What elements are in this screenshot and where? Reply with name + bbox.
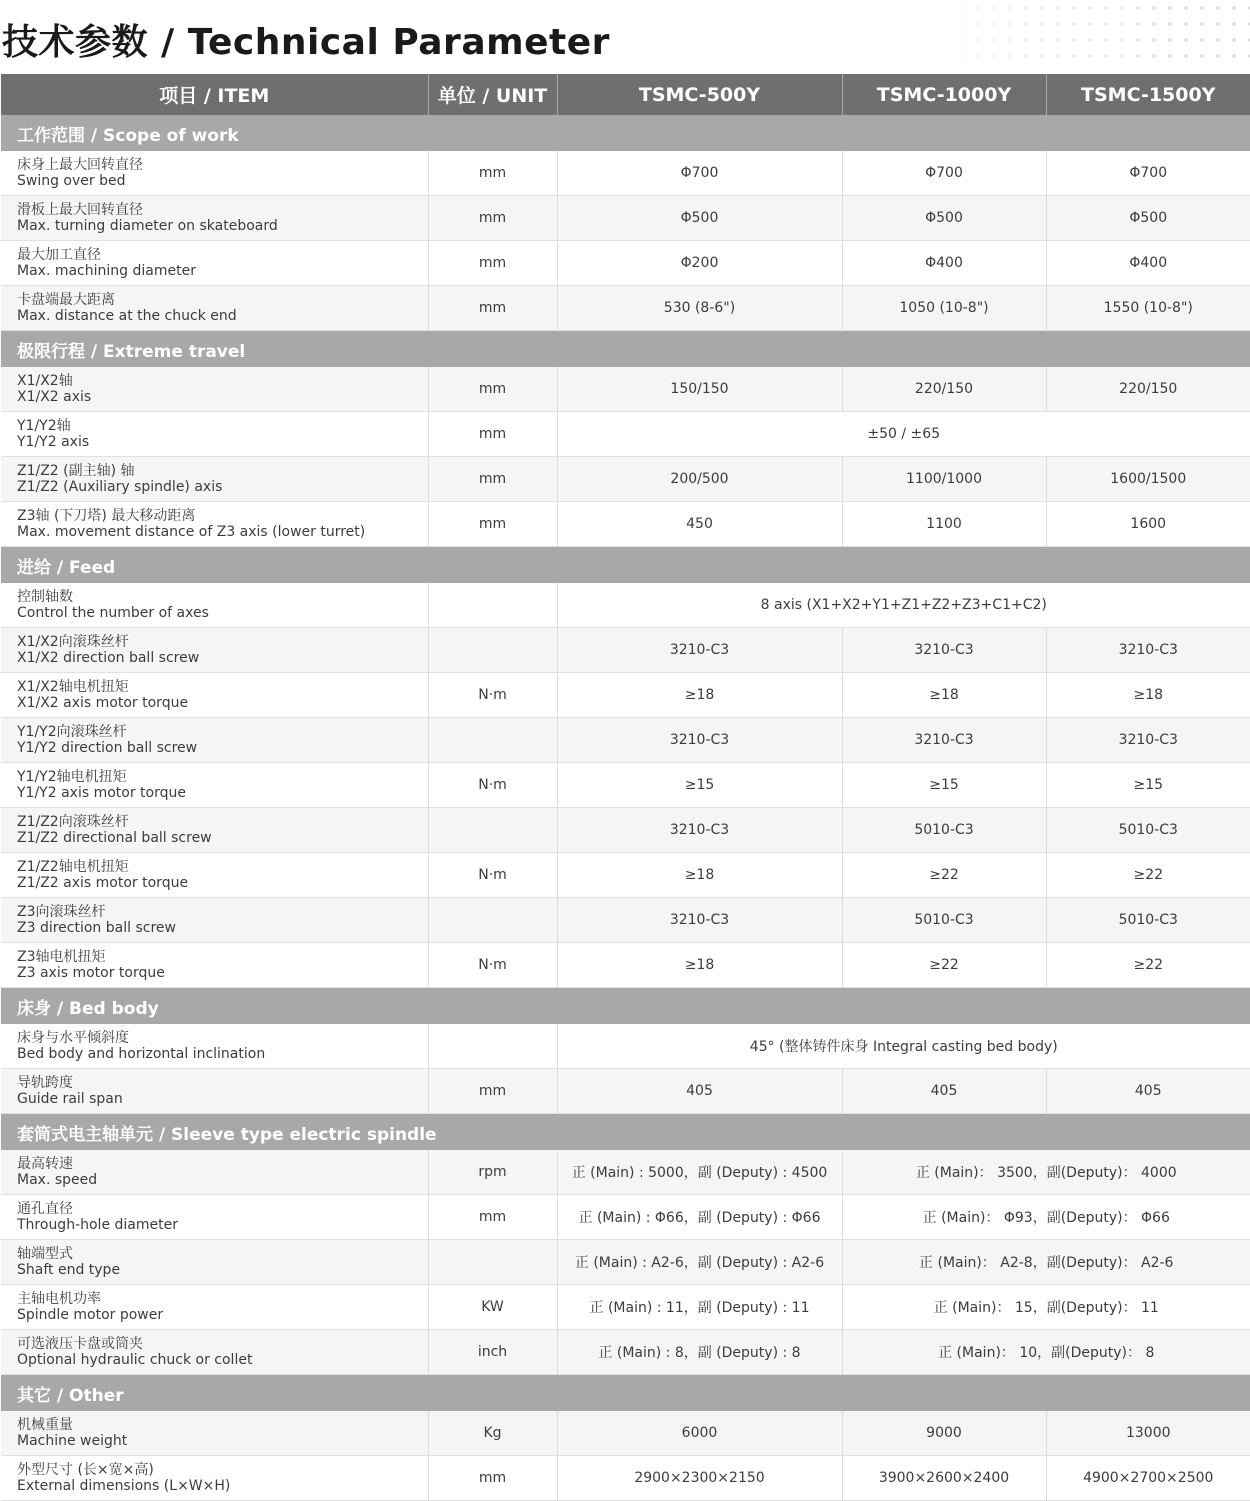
- table-row: [1, 943, 1250, 988]
- unit-cell: mm: [428, 412, 557, 457]
- table-row: [1, 808, 1250, 853]
- value-cell: 正 (Main)： 10，副(Deputy)： 8: [842, 1330, 1250, 1375]
- section-header-row: [1, 115, 1250, 151]
- value-cell: 450: [557, 502, 842, 547]
- value-cell: 正 (Main) : A2-6，副 (Deputy) : A2-6: [557, 1240, 842, 1285]
- value-cell: 405: [842, 1069, 1046, 1114]
- item-cell: [1, 808, 428, 853]
- item-cell: [1, 1195, 428, 1240]
- section-header-row: [1, 1375, 1250, 1412]
- table-row: [1, 151, 1250, 196]
- item-label-en: Z3 direction ball screw: [17, 920, 176, 936]
- unit-cell: rpm: [428, 1150, 557, 1195]
- value-cell: Φ700: [842, 151, 1046, 196]
- value-cell: 150/150: [557, 367, 842, 412]
- table-row: [1, 718, 1250, 763]
- item-cell: [1, 457, 428, 502]
- item-label-en: X1/X2 axis: [17, 389, 92, 405]
- item-cell: [1, 1285, 428, 1330]
- value-cell: 3210-C3: [557, 628, 842, 673]
- item-cell: [1, 1150, 428, 1195]
- value-cell: 405: [1046, 1069, 1250, 1114]
- value-cell: 9000: [842, 1411, 1046, 1456]
- item-cell: [1, 1024, 428, 1069]
- item-label-cn: Y1/Y2轴: [17, 418, 71, 434]
- item-label-en: Max. speed: [17, 1172, 98, 1188]
- item-label-cn: 导轨跨度: [17, 1075, 73, 1091]
- table-row: [1, 1330, 1250, 1375]
- item-label-cn: 控制轴数: [17, 589, 73, 605]
- item-label-cn: 滑板上最大回转直径: [17, 202, 143, 218]
- item-label-en: Shaft end type: [17, 1262, 121, 1278]
- unit-cell: [428, 1240, 557, 1285]
- value-cell: 正 (Main) : 11，副 (Deputy) : 11: [557, 1285, 842, 1330]
- value-cell: Φ500: [557, 196, 842, 241]
- item-label-en: Z1/Z2 axis motor torque: [17, 875, 189, 891]
- unit-cell: N·m: [428, 853, 557, 898]
- item-label-cn: 主轴电机功率: [17, 1291, 101, 1307]
- value-cell: ≥15: [557, 763, 842, 808]
- item-label-cn: 最大加工直径: [17, 247, 101, 263]
- section-header-row: [1, 547, 1250, 584]
- item-label-en: Z3 axis motor torque: [17, 965, 165, 981]
- value-cell: Φ400: [1046, 241, 1250, 286]
- unit-cell: Kg: [428, 1411, 557, 1456]
- value-cell: 3210-C3: [1046, 718, 1250, 763]
- item-cell: [1, 1240, 428, 1285]
- unit-cell: mm: [428, 1069, 557, 1114]
- value-cell: ≥22: [1046, 943, 1250, 988]
- header-tsmc-1500y: TSMC-1500Y: [1046, 74, 1250, 115]
- item-label-cn: Z3向滚珠丝杆: [17, 904, 106, 920]
- table-row: [1, 241, 1250, 286]
- item-cell: [1, 763, 428, 808]
- unit-cell: mm: [428, 241, 557, 286]
- table-row: [1, 1240, 1250, 1285]
- item-label-cn: 床身上最大回转直径: [17, 157, 143, 173]
- unit-cell: mm: [428, 502, 557, 547]
- item-label-en: Z1/Z2 directional ball screw: [17, 830, 212, 846]
- item-label-en: External dimensions (L×W×H): [17, 1478, 231, 1494]
- value-cell: 1550 (10-8"): [1046, 286, 1250, 331]
- unit-cell: [428, 718, 557, 763]
- item-label-en: Max. movement distance of Z3 axis (lower turret): [17, 524, 366, 540]
- table-header-row: [1, 74, 1250, 115]
- value-cell: 5010-C3: [1046, 898, 1250, 943]
- item-label-cn: 外型尺寸 (长×宽×高): [17, 1462, 154, 1478]
- item-label-en: Guide rail span: [17, 1091, 123, 1107]
- item-label-en: Max. turning diameter on skateboard: [17, 218, 278, 234]
- unit-cell: inch: [428, 1330, 557, 1375]
- header-item: 项目 / ITEM: [1, 74, 428, 115]
- value-cell: Φ200: [557, 241, 842, 286]
- value-cell: ≥18: [557, 853, 842, 898]
- item-cell: [1, 853, 428, 898]
- table-row: [1, 583, 1250, 628]
- value-cell: 正 (Main)： Φ93，副(Deputy)： Φ66: [842, 1195, 1250, 1240]
- value-cell: ≥18: [557, 943, 842, 988]
- decorative-dot-pattern: [890, 0, 1250, 70]
- value-cell: 530 (8-6"): [557, 286, 842, 331]
- table-row: [1, 1150, 1250, 1195]
- unit-cell: mm: [428, 286, 557, 331]
- item-label-cn: Z1/Z2轴电机扭矩: [17, 859, 129, 875]
- item-label-cn: 通孔直径: [17, 1201, 73, 1217]
- item-label-en: Through-hole diameter: [17, 1217, 178, 1233]
- value-cell: ≥18: [557, 673, 842, 718]
- value-cell: 正 (Main)： A2-8，副(Deputy)： A2-6: [842, 1240, 1250, 1285]
- table-row: [1, 673, 1250, 718]
- item-label-cn: Y1/Y2向滚珠丝杆: [17, 724, 127, 740]
- section-header-row: [1, 988, 1250, 1025]
- item-label-cn: 轴端型式: [17, 1246, 73, 1262]
- item-cell: [1, 502, 428, 547]
- item-label-cn: X1/X2轴电机扭矩: [17, 679, 129, 695]
- item-label-en: Y1/Y2 axis: [17, 434, 90, 450]
- item-label-en: Max. distance at the chuck end: [17, 308, 237, 324]
- item-label-cn: Z1/Z2向滚珠丝杆: [17, 814, 129, 830]
- item-label-en: Machine weight: [17, 1433, 128, 1449]
- item-label-cn: 机械重量: [17, 1417, 73, 1433]
- value-cell: 1100: [842, 502, 1046, 547]
- spec-table: [1, 74, 1250, 1501]
- value-cell: ≥15: [842, 763, 1046, 808]
- value-cell: 正 (Main) : 8，副 (Deputy) : 8: [557, 1330, 842, 1375]
- item-label-en: Y1/Y2 direction ball screw: [17, 740, 198, 756]
- value-cell: 13000: [1046, 1411, 1250, 1456]
- item-label-cn: 最高转速: [17, 1156, 73, 1172]
- value-cell: 220/150: [1046, 367, 1250, 412]
- unit-cell: [428, 1024, 557, 1069]
- value-cell: 3210-C3: [842, 628, 1046, 673]
- section-title: 进给 / Feed: [1, 547, 1250, 584]
- value-cell: 200/500: [557, 457, 842, 502]
- item-cell: [1, 628, 428, 673]
- unit-cell: KW: [428, 1285, 557, 1330]
- value-cell: 2900×2300×2150: [557, 1456, 842, 1501]
- value-cell: ≥18: [1046, 673, 1250, 718]
- table-row: [1, 457, 1250, 502]
- item-cell: [1, 241, 428, 286]
- item-label-en: Z1/Z2 (Auxiliary spindle) axis: [17, 479, 223, 495]
- value-cell: 4900×2700×2500: [1046, 1456, 1250, 1501]
- value-cell: 正 (Main)： 15，副(Deputy)： 11: [842, 1285, 1250, 1330]
- value-cell: 3210-C3: [557, 898, 842, 943]
- item-label-en: Max. machining diameter: [17, 263, 196, 279]
- table-row: [1, 1069, 1250, 1114]
- section-title: 床身 / Bed body: [1, 988, 1250, 1025]
- table-row: [1, 1195, 1250, 1240]
- item-label-cn: Z3轴 (下刀塔) 最大移动距离: [17, 508, 196, 524]
- item-cell: [1, 151, 428, 196]
- value-cell: Φ700: [557, 151, 842, 196]
- item-label-cn: X1/X2向滚珠丝杆: [17, 634, 129, 650]
- table-row: [1, 1024, 1250, 1069]
- item-cell: [1, 286, 428, 331]
- table-row: [1, 898, 1250, 943]
- item-label-cn: Y1/Y2轴电机扭矩: [17, 769, 127, 785]
- unit-cell: [428, 628, 557, 673]
- value-cell: ≥22: [1046, 853, 1250, 898]
- table-row: [1, 502, 1250, 547]
- item-label-en: Optional hydraulic chuck or collet: [17, 1352, 253, 1368]
- value-cell: ≥15: [1046, 763, 1250, 808]
- item-cell: [1, 1411, 428, 1456]
- section-title: 极限行程 / Extreme travel: [1, 331, 1250, 368]
- value-cell: Φ500: [842, 196, 1046, 241]
- table-row: [1, 196, 1250, 241]
- unit-cell: mm: [428, 367, 557, 412]
- item-label-en: Spindle motor power: [17, 1307, 164, 1323]
- value-cell: ≥18: [842, 673, 1046, 718]
- header-unit: 单位 / UNIT: [428, 74, 557, 115]
- value-cell: 45° (整体铸件床身 Integral casting bed body): [557, 1024, 1250, 1069]
- value-cell: 3210-C3: [557, 718, 842, 763]
- table-row: [1, 628, 1250, 673]
- value-cell: 3210-C3: [1046, 628, 1250, 673]
- value-cell: 正 (Main) : 5000，副 (Deputy) : 4500: [557, 1150, 842, 1195]
- section-title: 其它 / Other: [1, 1375, 1250, 1412]
- item-label-en: X1/X2 direction ball screw: [17, 650, 200, 666]
- unit-cell: N·m: [428, 943, 557, 988]
- item-label-cn: 卡盘端最大距离: [17, 292, 115, 308]
- value-cell: 3210-C3: [842, 718, 1046, 763]
- header-tsmc-500y: TSMC-500Y: [557, 74, 842, 115]
- value-cell: 5010-C3: [1046, 808, 1250, 853]
- item-cell: [1, 943, 428, 988]
- value-cell: ±50 / ±65: [557, 412, 1250, 457]
- value-cell: 1100/1000: [842, 457, 1046, 502]
- value-cell: 6000: [557, 1411, 842, 1456]
- item-cell: [1, 1456, 428, 1501]
- value-cell: 3900×2600×2400: [842, 1456, 1046, 1501]
- item-cell: [1, 1330, 428, 1375]
- section-title: 工作范围 / Scope of work: [1, 115, 1250, 151]
- value-cell: 220/150: [842, 367, 1046, 412]
- value-cell: 5010-C3: [842, 808, 1046, 853]
- value-cell: Φ500: [1046, 196, 1250, 241]
- value-cell: 正 (Main) : Φ66，副 (Deputy) : Φ66: [557, 1195, 842, 1240]
- item-cell: [1, 898, 428, 943]
- value-cell: 8 axis (X1+X2+Y1+Z1+Z2+Z3+C1+C2): [557, 583, 1250, 628]
- item-label-cn: 床身与水平倾斜度: [17, 1030, 129, 1046]
- section-header-row: [1, 331, 1250, 368]
- table-row: [1, 1285, 1250, 1330]
- value-cell: 正 (Main)： 3500，副(Deputy)： 4000: [842, 1150, 1250, 1195]
- table-row: [1, 286, 1250, 331]
- unit-cell: [428, 583, 557, 628]
- item-label-en: X1/X2 axis motor torque: [17, 695, 189, 711]
- item-cell: [1, 583, 428, 628]
- value-cell: ≥22: [842, 943, 1046, 988]
- value-cell: 405: [557, 1069, 842, 1114]
- item-cell: [1, 673, 428, 718]
- item-label-en: Swing over bed: [17, 173, 126, 189]
- table-row: [1, 853, 1250, 898]
- value-cell: 1050 (10-8"): [842, 286, 1046, 331]
- unit-cell: [428, 808, 557, 853]
- table-body: [1, 115, 1250, 1501]
- unit-cell: mm: [428, 457, 557, 502]
- table-row: [1, 412, 1250, 457]
- value-cell: Φ400: [842, 241, 1046, 286]
- item-cell: [1, 1069, 428, 1114]
- item-label-en: Bed body and horizontal inclination: [17, 1046, 266, 1062]
- value-cell: ≥22: [842, 853, 1046, 898]
- value-cell: Φ700: [1046, 151, 1250, 196]
- item-label-cn: Z1/Z2 (副主轴) 轴: [17, 463, 135, 479]
- item-label-cn: X1/X2轴: [17, 373, 73, 389]
- item-cell: [1, 412, 428, 457]
- value-cell: 3210-C3: [557, 808, 842, 853]
- item-cell: [1, 718, 428, 763]
- header-tsmc-1000y: TSMC-1000Y: [842, 74, 1046, 115]
- page-title: 技术参数 / Technical Parameter: [2, 22, 610, 63]
- item-label-cn: Z3轴电机扭矩: [17, 949, 106, 965]
- unit-cell: mm: [428, 1195, 557, 1240]
- item-cell: [1, 196, 428, 241]
- item-label-en: Y1/Y2 axis motor torque: [17, 785, 186, 801]
- table-row: [1, 1411, 1250, 1456]
- item-cell: [1, 367, 428, 412]
- value-cell: 1600/1500: [1046, 457, 1250, 502]
- table-row: [1, 763, 1250, 808]
- table-row: [1, 1456, 1250, 1501]
- unit-cell: N·m: [428, 673, 557, 718]
- value-cell: 1600: [1046, 502, 1250, 547]
- unit-cell: mm: [428, 1456, 557, 1501]
- unit-cell: mm: [428, 151, 557, 196]
- unit-cell: N·m: [428, 763, 557, 808]
- unit-cell: [428, 898, 557, 943]
- item-label-cn: 可选液压卡盘或筒夹: [17, 1336, 143, 1352]
- unit-cell: mm: [428, 196, 557, 241]
- table-row: [1, 367, 1250, 412]
- value-cell: 5010-C3: [842, 898, 1046, 943]
- section-header-row: [1, 1114, 1250, 1151]
- item-label-en: Control the number of axes: [17, 605, 209, 621]
- section-title: 套筒式电主轴单元 / Sleeve type electric spindle: [1, 1114, 1250, 1151]
